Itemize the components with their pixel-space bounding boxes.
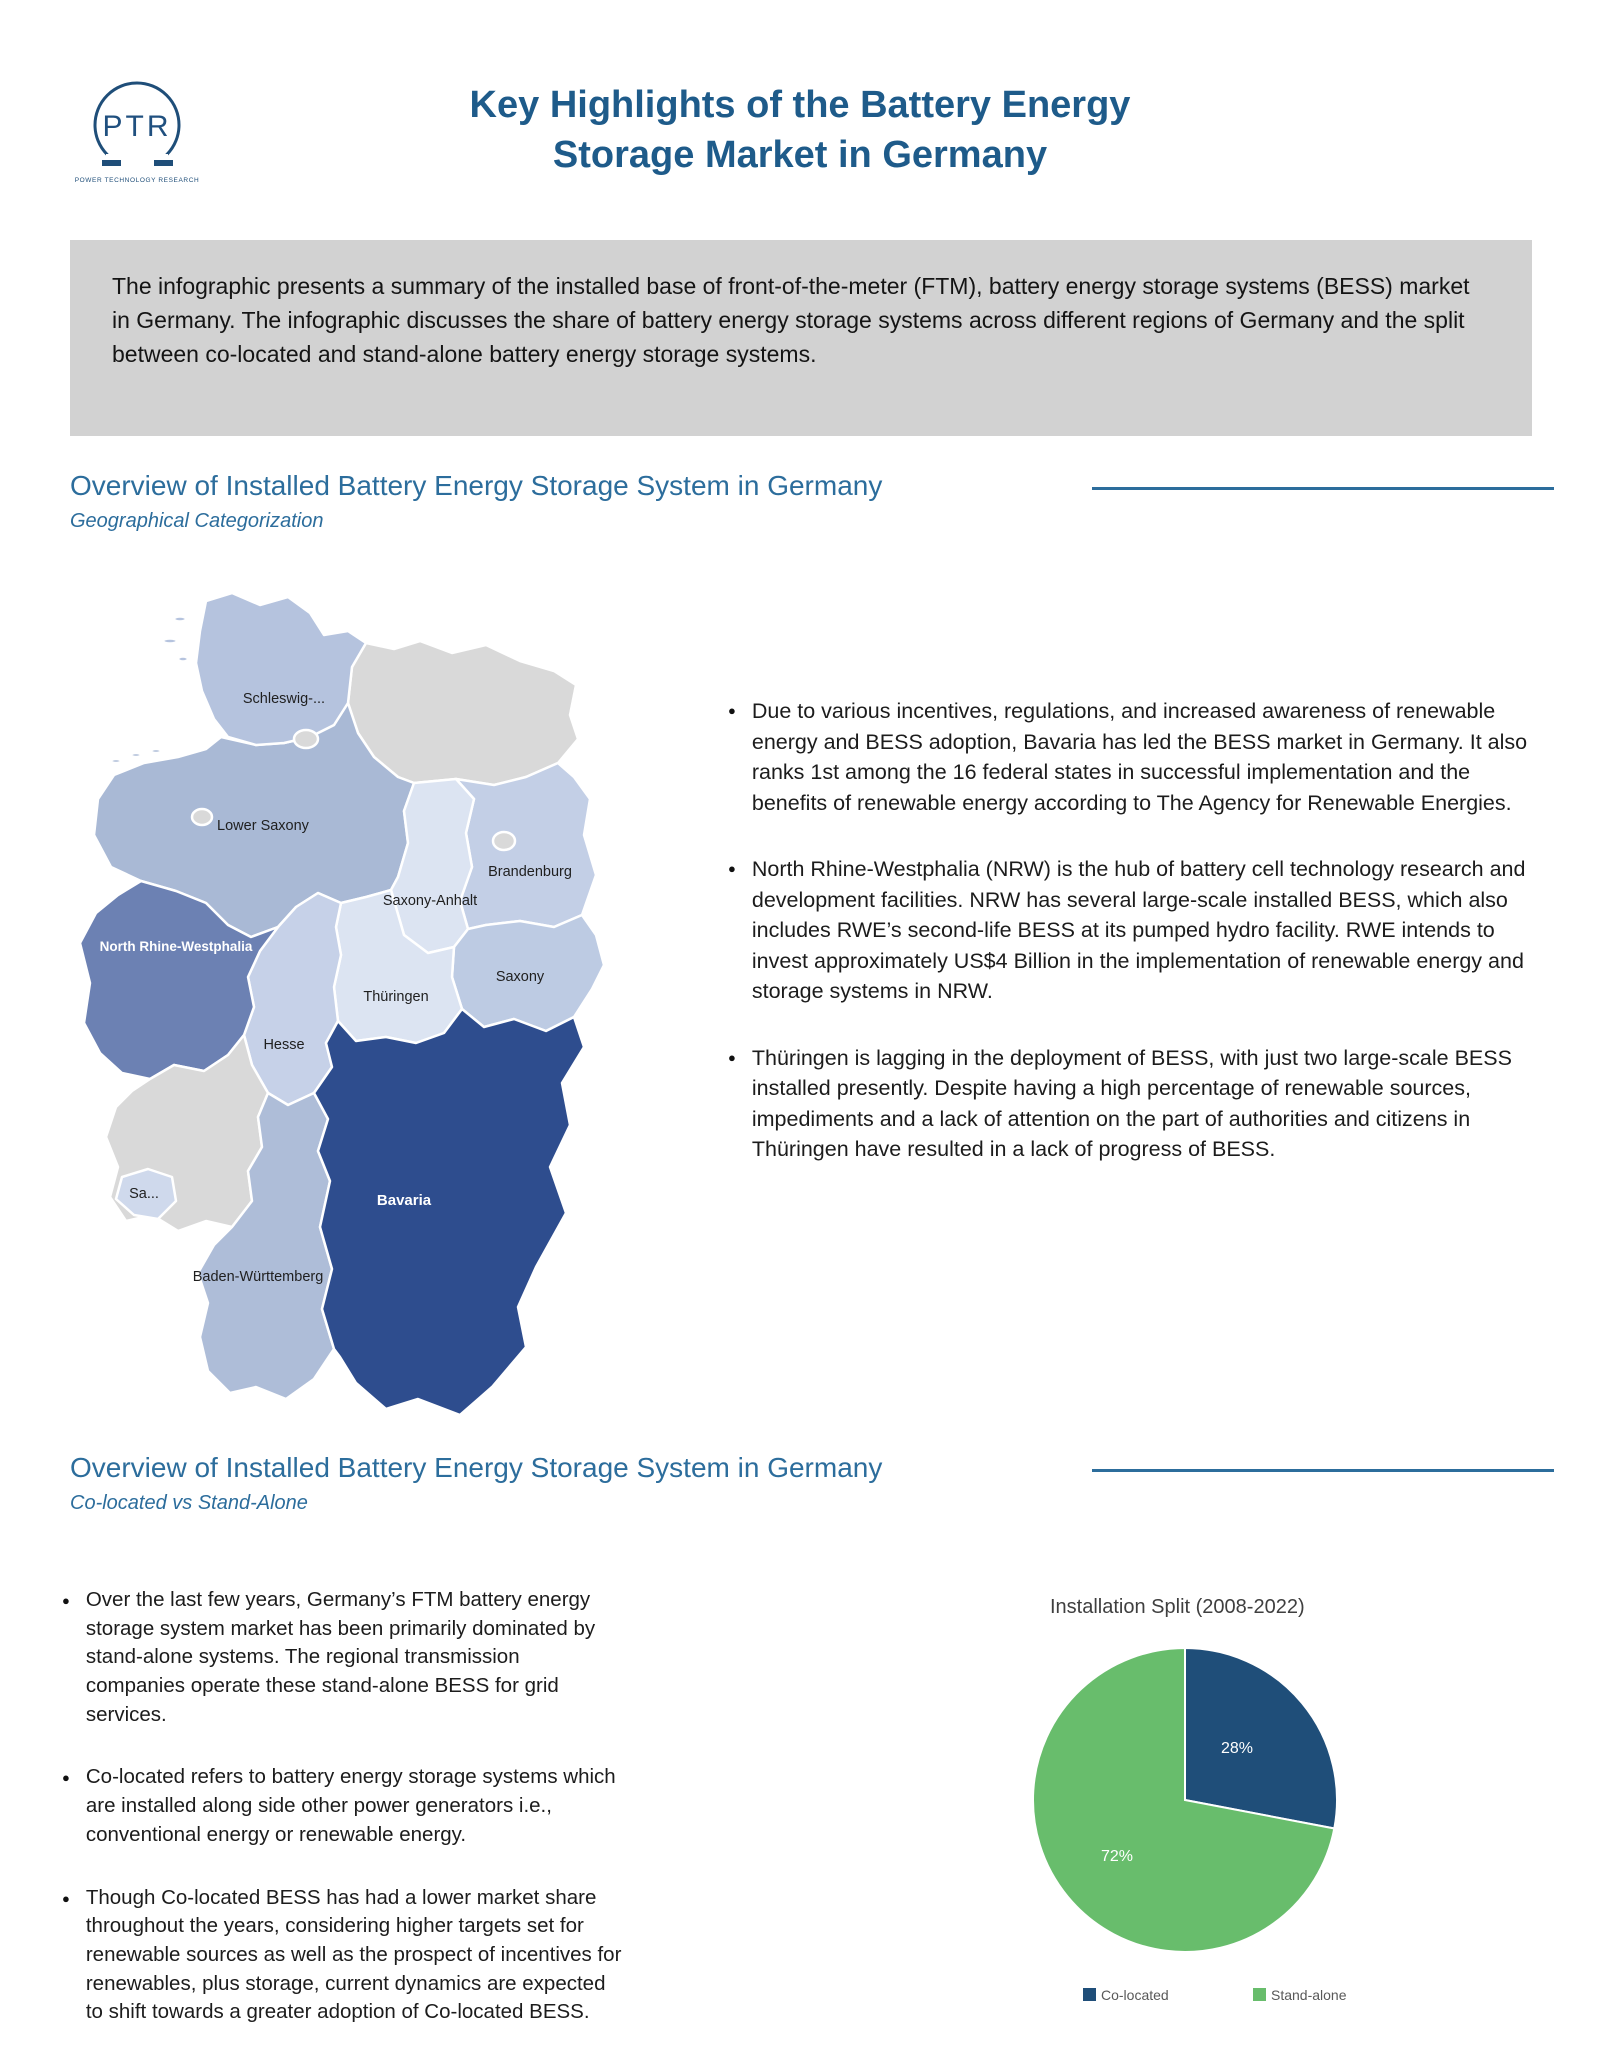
section-geo-rule bbox=[1092, 487, 1554, 490]
list-item bbox=[728, 696, 1528, 818]
page-title-line2: Storage Market in Germany bbox=[552, 133, 1048, 176]
map-label-hesse: Hesse bbox=[263, 1037, 305, 1053]
list-item bbox=[728, 1043, 1528, 1165]
geo-bullet-1: Due to various incentives, regulations, and increased awareness of renewable energy and BESS adoption, Bavaria has led the BESS market in Germany. It also ranks 1st among the 16 federal states in successful implementation and the benefits of renewable energy according to The Agency for Renewable Energies. bbox=[751, 699, 1528, 815]
legend-label-stand-alone: Stand-alone bbox=[1271, 1987, 1347, 2003]
bullet-icon: ● bbox=[62, 1890, 70, 1906]
geo-bullet-2: North Rhine-Westphalia (NRW) is the hub of battery cell technology research and development facilities. NRW has several large-scale installed BESS, which also includes RWE’s second-life BESS at its pumped hydro facility. RWE intends to invest approximately US$4 Billion in the implementation of renewable energy and storage systems in NRW. bbox=[751, 857, 1526, 1004]
legend-swatch-stand-alone bbox=[1253, 1988, 1266, 2001]
pie-slice-co-located bbox=[1185, 1648, 1337, 1828]
bullet-icon: ● bbox=[728, 861, 736, 877]
map-label-schleswig: Schleswig-... bbox=[242, 691, 326, 707]
map-label-saxony-anhalt: Saxony-Anhalt bbox=[382, 893, 478, 909]
split-bullet-3: Though Co-located BESS has had a lower market share throughout the years, considering higher targets set for renewable sources as well as the prospect of incentives for renewables, plus storage, current dynamics are expected to shift towards a greater adoption of Co-located BESS. bbox=[85, 1885, 622, 2024]
geo-bullet-list bbox=[728, 696, 1528, 1201]
pie bbox=[1033, 1648, 1337, 1952]
chart-legend bbox=[1083, 1987, 1347, 2003]
split-bullet-list bbox=[62, 1586, 622, 2048]
map-label-brandenburg: Brandenburg bbox=[488, 864, 572, 880]
region-berlin bbox=[493, 832, 515, 850]
pie-value-co-located: 28% bbox=[1220, 1740, 1254, 1757]
region-bavaria bbox=[314, 1009, 584, 1415]
region-bremen bbox=[192, 809, 212, 825]
bullet-icon: ● bbox=[62, 1593, 70, 1608]
map-label-saxony: Saxony bbox=[495, 969, 545, 985]
geo-bullet-3: Thüringen is lagging in the deployment of BESS, with just two large-scale BESS installed presently. Despite having a high percentage of renewable sources, impediments and a lack of attention on the part of authorities and citizens in Thüringen have resulted in a lack of progress of BESS. bbox=[751, 1045, 1512, 1162]
logo-tagline: POWER TECHNOLOGY RESEARCH bbox=[74, 177, 200, 184]
split-bullet-1: Over the last few years, Germany’s FTM battery energy storage system market has been primarily dominated by stand-alone systems. The regional transmission companies operate these stand-alone BESS for grid services. bbox=[85, 1588, 596, 1726]
germany-map bbox=[56, 585, 622, 1455]
map-label-lower-saxony: Lower Saxony bbox=[217, 818, 309, 834]
map-label-saarland: Sa... bbox=[129, 1186, 159, 1202]
list-item bbox=[728, 854, 1528, 1007]
region-hamburg bbox=[294, 730, 318, 748]
split-bullet-2: Co-located refers to battery energy storage systems which are installed along side other power generators i.e., conventional energy or renewable energy. bbox=[85, 1765, 616, 1846]
installation-split-chart bbox=[995, 1575, 1600, 2048]
map-label-baden-wurttemberg: Baden-Württemberg bbox=[192, 1269, 324, 1285]
pie-value-stand-alone: 72% bbox=[1100, 1848, 1134, 1865]
bullet-icon: ● bbox=[62, 1770, 70, 1786]
logo-acronym: PTR bbox=[102, 110, 172, 143]
section-split-title: Overview of Installed Battery Energy Storage System in Germany bbox=[70, 1452, 883, 1483]
bullet-icon: ● bbox=[728, 1049, 736, 1065]
legend-swatch-co-located bbox=[1083, 1988, 1096, 2001]
page-title-line1: Key Highlights of the Battery Energy bbox=[469, 84, 1131, 127]
page-title bbox=[300, 81, 1300, 180]
chart-title: Installation Split (2008-2022) bbox=[1050, 1596, 1305, 1618]
section-geo-title: Overview of Installed Battery Energy Storage System in Germany bbox=[70, 470, 883, 501]
ptr-logo-icon bbox=[62, 70, 212, 205]
map-label-bavaria: Bavaria bbox=[376, 1192, 432, 1209]
legend-label-co-located: Co-located bbox=[1101, 1987, 1169, 2003]
list-item bbox=[62, 1884, 622, 2027]
section-split-subtitle: Co-located vs Stand-Alone bbox=[70, 1492, 308, 1514]
list-item bbox=[62, 1763, 622, 1849]
map-label-nrw: North Rhine-Westphalia bbox=[99, 939, 253, 954]
bullet-icon: ● bbox=[728, 703, 736, 718]
list-item bbox=[62, 1586, 622, 1729]
summary-box bbox=[70, 240, 1532, 436]
section-split-rule bbox=[1092, 1469, 1554, 1472]
coastal-islands bbox=[111, 617, 188, 764]
map-label-thuringen: Thüringen bbox=[363, 989, 429, 1005]
section-geo-subtitle: Geographical Categorization bbox=[70, 510, 324, 532]
summary-text: The infographic presents a summary of the installed base of front-of-the-meter (FTM), battery energy storage systems (BESS) market in Germany. The infographic discusses the share of battery energy storage systems across different regions of Germany and the split between co-located and stand-alone battery energy storage systems. bbox=[112, 273, 1470, 367]
